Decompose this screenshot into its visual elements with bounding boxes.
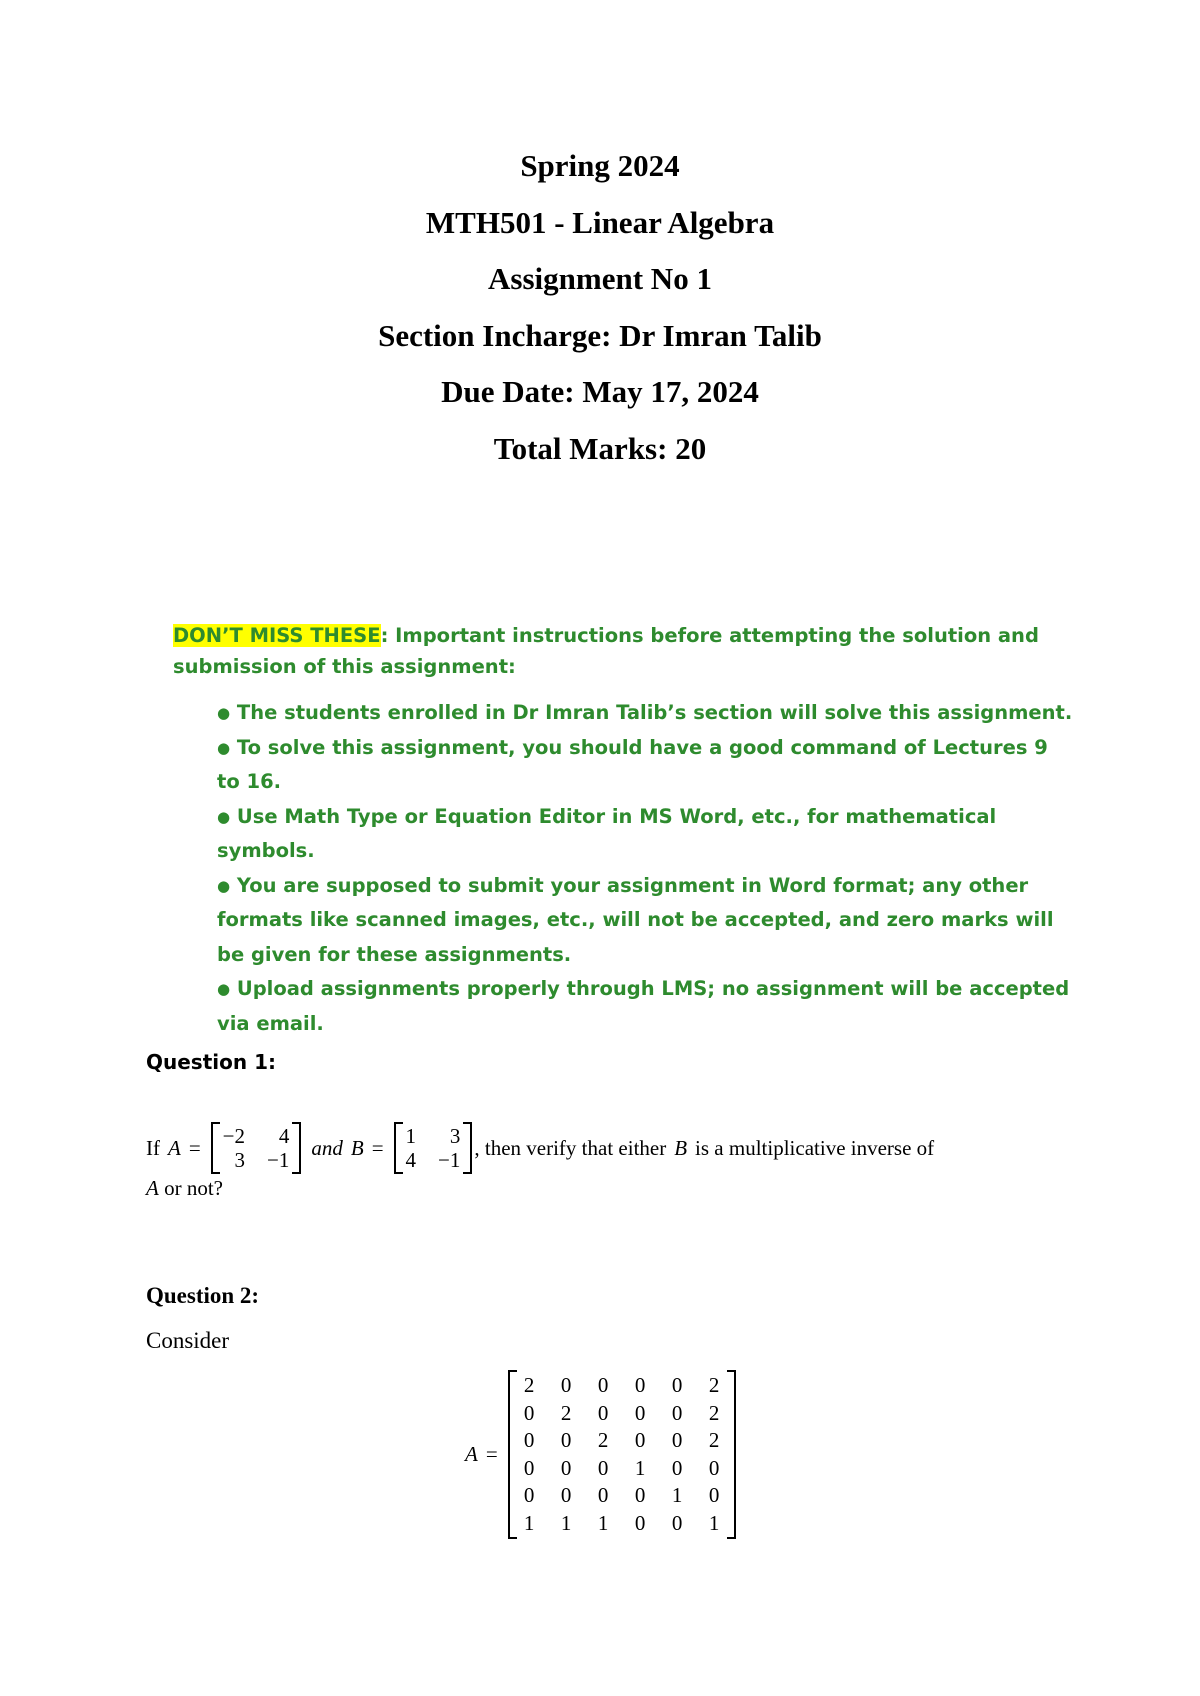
matrix-cell: 1 xyxy=(405,1124,417,1148)
question-2-title: Question 2: xyxy=(146,1283,260,1308)
question-2-equation xyxy=(465,1370,738,1539)
instruction-text: You are supposed to submit your assignment in Word format; any other formats like scanned images, etc., will not be accepted, and zero marks will be given for these assignments. xyxy=(217,873,1054,966)
instruction-text: Use Math Type or Equation Editor in MS Word, etc., for mathematical symbols. xyxy=(217,804,997,862)
inverse-text: is a multiplicative inverse of xyxy=(695,1135,935,1160)
matrix-cell: −1 xyxy=(267,1148,290,1172)
instructions-list xyxy=(217,696,1073,1041)
course-title: MTH501 - Linear Algebra xyxy=(425,204,775,240)
semester: Spring 2024 xyxy=(520,148,680,183)
matrix-cell: 3 xyxy=(449,1124,461,1148)
and-text: and xyxy=(311,1135,343,1160)
section-incharge: Section Incharge: Dr Imran Talib xyxy=(378,317,822,353)
if-text: If xyxy=(146,1135,160,1160)
matrix-cell: 2 xyxy=(708,1400,720,1425)
matrix-cell: 0 xyxy=(560,1428,572,1452)
bullet-icon: ● xyxy=(217,704,231,722)
matrix-cell: 4 xyxy=(405,1148,417,1172)
matrix-cell: 0 xyxy=(671,1510,683,1535)
total-marks: Total Marks: 20 xyxy=(493,430,707,466)
matrix-cell: 0 xyxy=(597,1373,609,1397)
question-1-statement-end xyxy=(146,1176,1066,1201)
equals-sign: = xyxy=(485,1442,498,1466)
matrix-cell: −1 xyxy=(438,1148,461,1172)
var-a: A xyxy=(146,1176,159,1200)
matrix-cell: 2 xyxy=(523,1373,535,1397)
instructions-block xyxy=(173,620,1073,1041)
instructions-intro-text: : Important instructions before attempting the solution and submission of this assignment: xyxy=(173,624,1039,678)
matrix-6x6 xyxy=(508,1370,736,1539)
var-a: A xyxy=(168,1135,181,1160)
bullet-icon: ● xyxy=(217,876,231,895)
question-1-statement xyxy=(146,1118,1066,1178)
matrix-cell: 0 xyxy=(671,1373,683,1397)
list-item xyxy=(217,800,1073,869)
list-item xyxy=(217,972,1073,1041)
matrix-cell: 0 xyxy=(634,1510,646,1535)
matrix-cell: 0 xyxy=(597,1483,609,1507)
var-b: B xyxy=(674,1135,688,1160)
equals-sign: = xyxy=(188,1135,201,1160)
matrix-cell: 0 xyxy=(597,1455,609,1480)
matrix-cell: 0 xyxy=(634,1483,646,1507)
matrix-cell: 1 xyxy=(671,1483,683,1507)
matrix-b xyxy=(394,1122,473,1174)
matrix-cell: 0 xyxy=(671,1400,683,1425)
matrix-cell: 2 xyxy=(708,1428,720,1452)
matrix-cell: 0 xyxy=(523,1428,535,1452)
matrix-cell: 4 xyxy=(278,1124,290,1148)
bullet-icon: ● xyxy=(217,807,231,826)
due-date: Due Date: May 17, 2024 xyxy=(441,374,759,410)
matrix-cell: 2 xyxy=(597,1428,609,1452)
matrix-cell: 1 xyxy=(597,1510,609,1535)
matrix-cell: 3 xyxy=(234,1148,246,1172)
question-1-title: Question 1: xyxy=(146,1050,276,1074)
consider-text: Consider xyxy=(146,1328,230,1353)
matrix-cell: 2 xyxy=(708,1373,720,1397)
var-b: B xyxy=(350,1135,364,1160)
equals-sign: = xyxy=(371,1135,384,1160)
matrix-cell: 0 xyxy=(560,1483,572,1507)
document-header xyxy=(0,138,1200,478)
matrix-cell: 0 xyxy=(671,1428,683,1452)
list-item xyxy=(217,869,1073,973)
matrix-cell: 1 xyxy=(634,1455,646,1480)
bullet-icon: ● xyxy=(217,980,231,998)
matrix-cell: 0 xyxy=(634,1400,646,1425)
question-1-body xyxy=(146,1118,1066,1201)
instructions-intro xyxy=(173,620,1073,682)
instruction-text: Upload assignments properly through LMS; no assignment will be accepted via email. xyxy=(217,977,1070,1035)
var-a: A xyxy=(465,1442,478,1466)
matrix-cell: 0 xyxy=(708,1455,720,1480)
bullet-icon: ● xyxy=(217,738,231,757)
instruction-text: To solve this assignment, you should have a good command of Lectures 9 to 16. xyxy=(217,735,1048,793)
list-item xyxy=(217,696,1073,731)
list-item xyxy=(217,731,1073,800)
or-not-text: or not? xyxy=(164,1176,223,1200)
matrix-cell: 0 xyxy=(523,1400,535,1425)
matrix-cell: 0 xyxy=(634,1428,646,1452)
matrix-cell: 1 xyxy=(523,1510,535,1535)
instruction-text: The students enrolled in Dr Imran Talib’s section will solve this assignment. xyxy=(236,701,1073,724)
matrix-a xyxy=(211,1122,302,1174)
matrix-cell: −2 xyxy=(222,1124,246,1148)
matrix-cell: 0 xyxy=(671,1455,683,1480)
matrix-cell: 0 xyxy=(560,1455,572,1480)
matrix-cell: 1 xyxy=(560,1510,572,1535)
matrix-cell: 0 xyxy=(634,1373,646,1397)
matrix-cell: 0 xyxy=(560,1373,572,1397)
assignment-number: Assignment No 1 xyxy=(488,261,712,297)
matrix-cell: 0 xyxy=(523,1455,535,1480)
verify-text: , then verify that either xyxy=(474,1135,667,1160)
matrix-cell: 0 xyxy=(708,1483,720,1507)
matrix-cell: 1 xyxy=(708,1510,720,1535)
matrix-cell: 0 xyxy=(597,1400,609,1425)
matrix-cell: 2 xyxy=(560,1400,572,1425)
dont-miss-highlight: DON’T MISS THESE xyxy=(173,624,381,647)
matrix-cell: 0 xyxy=(523,1483,535,1507)
